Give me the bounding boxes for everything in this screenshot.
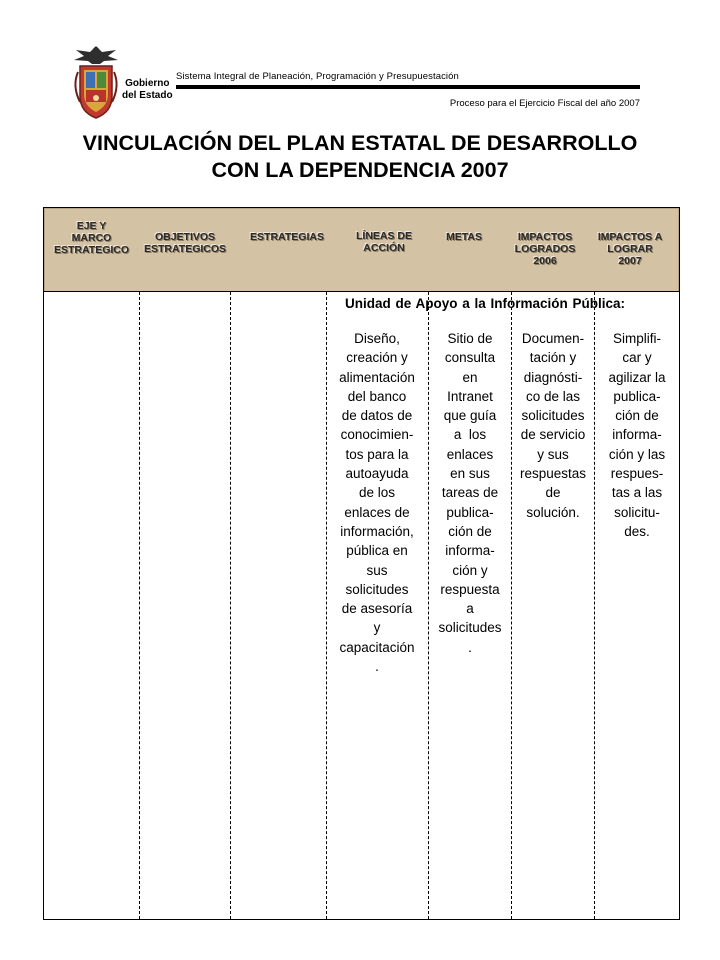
government-label-line1: Gobierno [125, 78, 170, 89]
cell-lineas-de-accion: Diseño, creación y alimentación del banco de datos de conocimien- tos para la autoayuda de los enlaces de información, pública en sus solicitudes de asesoría y capacitación . [339, 331, 415, 675]
cell-impactos-a-lograr-2007: Simplifi- car y agilizar la publica- ción de informa- ción y las respues- tas a las solicitu- des. [608, 331, 666, 539]
column-header-metas: METAS [446, 231, 482, 243]
column-divider [230, 292, 231, 919]
government-label-line2: del Estado [122, 90, 173, 101]
state-coat-of-arms-logo [70, 42, 122, 122]
system-name: Sistema Integral de Planeación, Programación y Presupuestación [176, 71, 459, 82]
government-label [122, 78, 173, 102]
page-title-line2: CON LA DEPENDENCIA 2007 [211, 158, 509, 182]
column-header-lineas: LÍNEAS DE ACCIÓN [355, 230, 412, 254]
column-divider [139, 292, 140, 919]
header-divider [176, 85, 640, 89]
column-header-eje: EJE Y MARCO ESTRATEGICO [53, 220, 130, 256]
cell-impactos-logrados-2006: Documen- tación y diagnósti- co de las solicitudes de servicio y sus respuestas de solución. [519, 331, 587, 520]
column-header-impactos-2007: IMPACTOS A LOGRAR 2007 [597, 231, 663, 267]
fiscal-process-label: Proceso para el Ejercicio Fiscal del año 2007 [449, 98, 640, 109]
column-header-objetivos: OBJETIVOS ESTRATEGICOS [143, 231, 227, 255]
page-title-line1: VINCULACIÓN DEL PLAN ESTATAL DE DESARROLLO [82, 131, 638, 155]
column-header-impactos-2006: IMPACTOS LOGRADOS 2006 [514, 231, 576, 267]
unit-heading: Unidad de Apoyo a la Información Pública: [345, 296, 626, 311]
cell-metas: Sitio de consulta en Intranet que guía a los enlaces en sus tareas de publica- ción de informa- ción y respuesta a solicitudes . [438, 331, 502, 655]
page-title [0, 130, 720, 184]
column-header-estrategias: ESTRATEGIAS [250, 231, 324, 243]
